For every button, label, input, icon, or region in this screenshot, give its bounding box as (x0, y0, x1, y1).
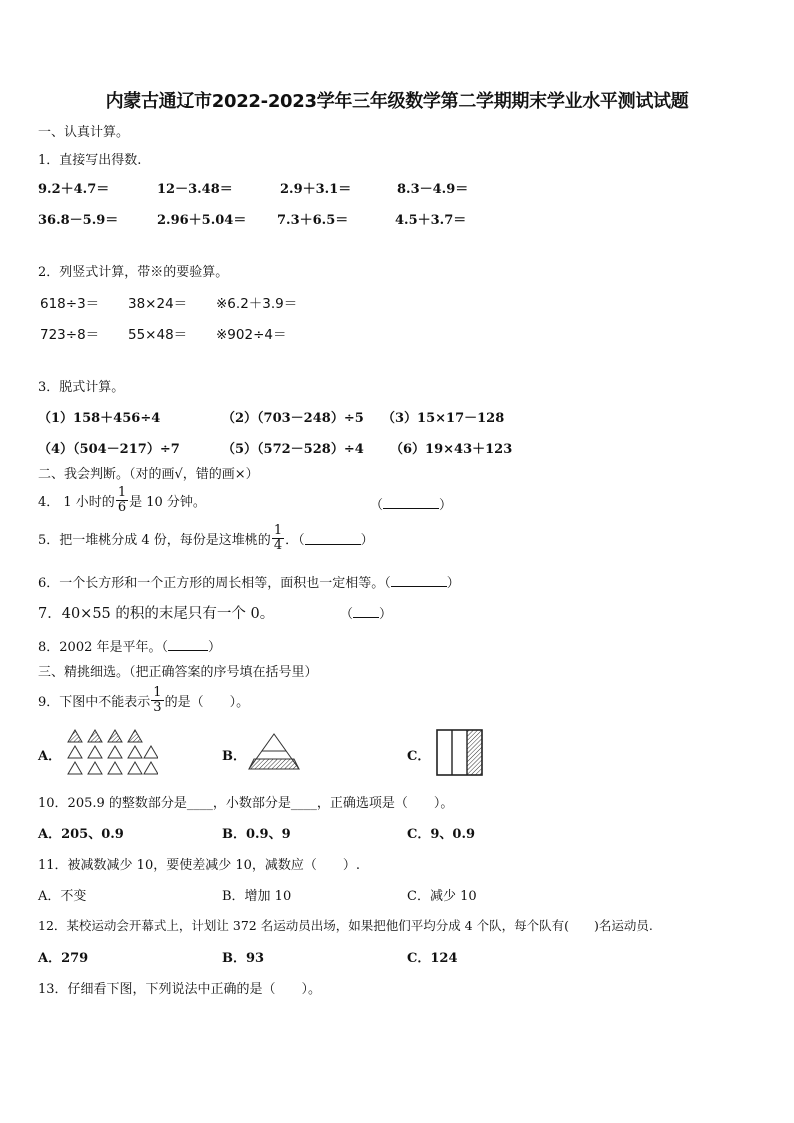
q9-suffix: 的是（ ）。 (164, 695, 250, 710)
paren-close: ） (439, 498, 453, 513)
question-11: 11．被减数减少 10，要使差减少 10，减数应（ ）. (38, 858, 361, 873)
q5-suffix: ．（ (285, 533, 305, 548)
paren-close: ） (379, 607, 393, 622)
fraction-denominator: 4 (273, 538, 283, 553)
option-c[interactable]: C．9、0.9 (407, 827, 476, 842)
page-title: 内蒙古通辽市2022-2023学年三年级数学第二学期期末学业水平测试试题 (105, 91, 689, 112)
question-12: 12．某校运动会开幕式上，计划让 372 名运动员出场，如果把他们平均分成 4 个队，每个队有( )名运动员. (38, 918, 653, 933)
paren-open: （ (370, 498, 384, 513)
q1-item: 12－3.48＝ (157, 182, 233, 197)
question-10: 10．205.9 的整数部分是____，小数部分是____，正确选项是（ ）。 (38, 796, 454, 811)
q8-text: 8．2002 年是平年。（ (38, 640, 168, 655)
q2-item: ※6.2＋3.9＝ (216, 296, 298, 312)
fraction-numerator: 1 (153, 685, 162, 700)
question-6 (38, 572, 460, 591)
question-5 (38, 524, 374, 553)
q3-item: （5）（572－528）÷4 (222, 442, 364, 457)
option-c-label[interactable]: C． (407, 749, 431, 764)
q6-text: 6．一个长方形和一个正方形的周长相等，面积也一定相等。（ (38, 576, 391, 591)
fraction-numerator: 1 (273, 523, 283, 538)
fraction (151, 686, 163, 715)
q3-item: （2）（703－248）÷5 (222, 411, 364, 426)
q2-item: 38×24＝ (128, 296, 188, 312)
question-3-label: 3．脱式计算。 (38, 380, 125, 395)
question-7: 7．40×55 的积的末尾只有一个 0。 (38, 606, 275, 622)
q1-item: 2.96＋5.04＝ (157, 213, 247, 228)
answer-paren (370, 494, 452, 513)
section-heading-3: 三、精挑细选。（把正确答案的序号填在括号里） (38, 665, 318, 680)
answer-blank[interactable] (353, 605, 379, 618)
answer-paren (340, 603, 392, 622)
question-1-label: 1．直接写出得数. (38, 153, 142, 168)
q2-item: ※902÷4＝ (216, 327, 287, 343)
answer-blank[interactable] (391, 574, 447, 587)
q3-item: （4）（504－217）÷7 (38, 442, 180, 457)
fraction (116, 486, 128, 515)
option-c[interactable]: C．124 (407, 951, 458, 966)
triangles-figure-a (66, 728, 158, 776)
q9-prefix: 9．下图中不能表示 (38, 695, 151, 710)
option-b[interactable]: B．0.9、9 (222, 827, 291, 842)
option-a[interactable]: A．279 (38, 951, 89, 966)
q2-item: 723÷8＝ (40, 327, 100, 343)
paren-close: ） (446, 576, 460, 591)
q2-item: 618÷3＝ (40, 296, 100, 312)
paren-open: （ (340, 607, 354, 622)
q1-item: 9.2＋4.7＝ (38, 182, 110, 197)
q3-item: （6）19×43＋123 (390, 442, 513, 457)
question-9 (38, 686, 249, 715)
fraction-denominator: 6 (117, 500, 127, 515)
option-a-label[interactable]: A． (38, 749, 62, 764)
q1-item: 4.5＋3.7＝ (395, 213, 467, 228)
q5-prefix: 5．把一堆桃分成 4 份，每份是这堆桃的 (38, 533, 271, 548)
option-a[interactable]: A．205、0.9 (38, 827, 124, 842)
fraction (272, 524, 284, 553)
section-heading-1: 一、认真计算。 (38, 125, 130, 140)
q3-item: （1）158＋456÷4 (38, 411, 161, 426)
fraction-numerator: 1 (117, 485, 127, 500)
question-2-label: 2．列竖式计算，带※的要验算。 (38, 265, 229, 280)
section-heading-2: 二、我会判断。（对的画√，错的画×） (38, 467, 259, 482)
option-b[interactable]: B．增加 10 (222, 889, 292, 904)
answer-blank[interactable] (383, 496, 439, 509)
option-a[interactable]: A．不变 (38, 889, 87, 904)
question-4 (38, 486, 206, 515)
option-b-label[interactable]: B． (222, 749, 246, 764)
rectangle-figure-c (436, 729, 484, 776)
q4-suffix: 是 10 分钟。 (129, 495, 206, 510)
q1-item: 2.9＋3.1＝ (280, 182, 352, 197)
q3-item: （3）15×17－128 (382, 411, 505, 426)
answer-blank[interactable] (305, 532, 361, 545)
question-13: 13．仔细看下图，下列说法中正确的是（ ）。 (38, 982, 322, 997)
paren-close: ） (208, 640, 222, 655)
q1-item: 36.8－5.9＝ (38, 213, 119, 228)
q1-item: 8.3－4.9＝ (397, 182, 469, 197)
q1-item: 7.3＋6.5＝ (277, 213, 349, 228)
paren-close: ） (360, 533, 374, 548)
fraction-denominator: 3 (153, 700, 162, 715)
triangle-figure-b (248, 733, 300, 771)
q2-item: 55×48＝ (128, 327, 188, 343)
question-8 (38, 636, 221, 655)
answer-blank[interactable] (168, 638, 208, 651)
q4-prefix: 4． 1 小时的 (38, 495, 115, 510)
option-b[interactable]: B．93 (222, 951, 265, 966)
option-c[interactable]: C．减少 10 (407, 889, 477, 904)
